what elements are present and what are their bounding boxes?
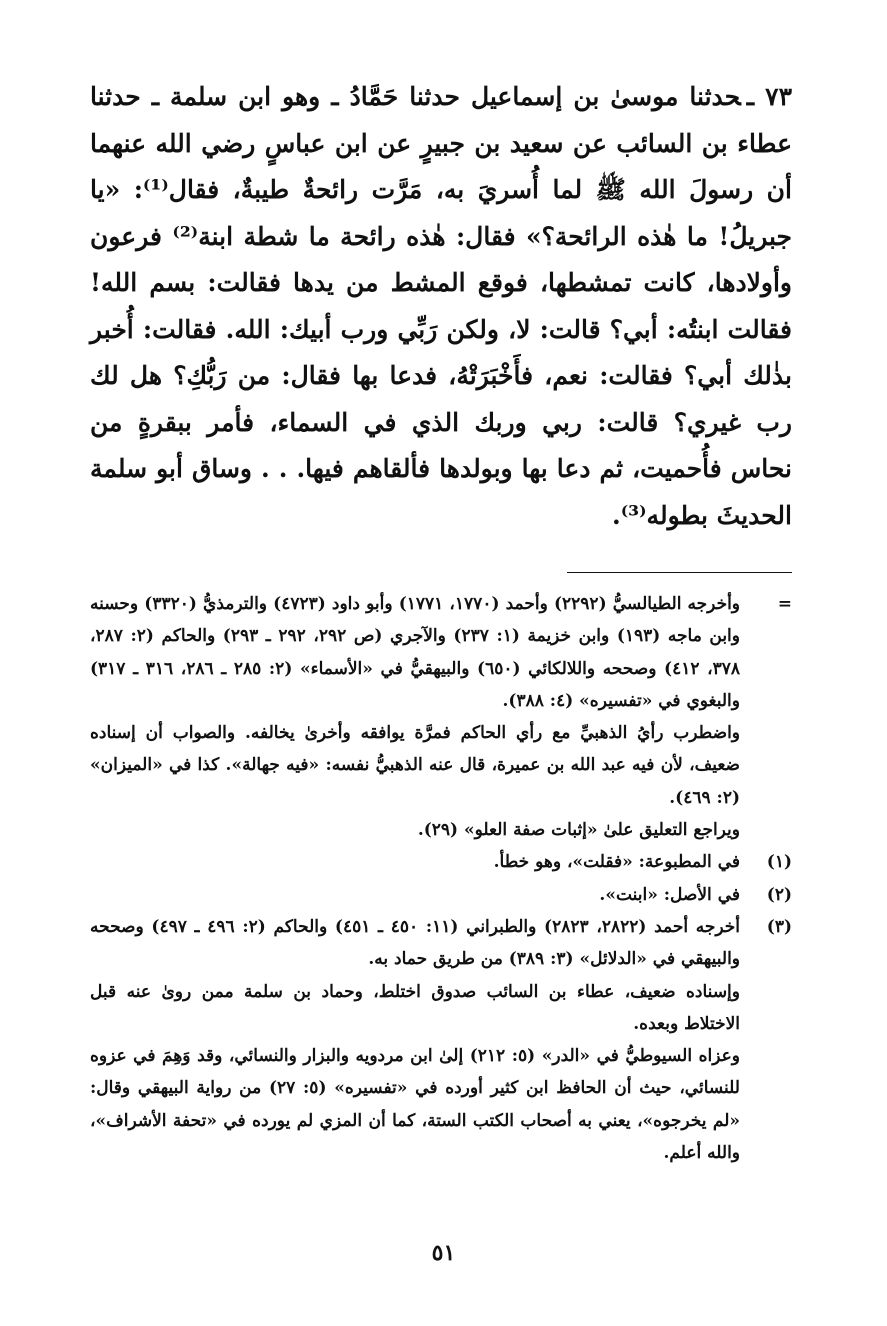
footnote-mark: (٢) <box>766 884 792 905</box>
footnote-paragraph: وإسناده ضعيف، عطاء بن السائب صدوق اختلط، وحماد بن سلمة ممن روىٰ عنه قبل الاختلاط وبعده. <box>90 981 740 1034</box>
page-number: ٥١ <box>431 1240 456 1266</box>
hadith-text <box>90 74 792 539</box>
footnote-mark: (١) <box>766 852 792 873</box>
footnote-divider <box>567 572 792 573</box>
footnote-continued <box>90 588 792 846</box>
footnote-mark: = <box>777 594 792 614</box>
hadith-body: حدثنا موسىٰ بن إسماعيل حدثنا حَمَّادُ ـ وهو ابن سلمة ـ حدثنا عطاء بن السائب عن سعيد بن جبيرٍ عن ابن عباسٍ رضي الله عنهما أن رسولَ الله ﷺ لما أُسريَ به، مَرَّت رائحةٌ طيبةٌ، فقال⁽¹⁾: «يا جبريلُ! ما هٰذه الرائحة؟» فقال: هٰذه رائحة ما شطة ابنة⁽²⁾ فرعون وأولادها، كانت تمشطها، فوقع المشط من يدها فقالت: بسم الله! فقالت ابنتُه: أبي؟ قالت: لا، ولكن رَبِّي ورب أبيك: الله. فقالت: أُخبر بذٰلك أبي؟ فقالت: نعم، فأَخْبَرَتْهُ، فدعا بها فقال: من رَبُّكِ؟ هل لك رب غيري؟ قالت: ربي وربك الذي في السماء، فأمر ببقرةٍ من نحاس فأُحميت، ثم دعا بها وبولدها فألقاهم فيها. . . وساق أبو سلمة الحديثَ بطوله⁽³⁾. <box>90 82 792 530</box>
footnote-body <box>90 879 740 911</box>
footnote-2 <box>90 879 792 911</box>
footnote-paragraph: في الأصل: «ابنت». <box>599 884 740 905</box>
footnotes <box>90 588 792 1169</box>
footnote-paragraph: ويراجع التعليق علىٰ «إثبات صفة العلو» (٢٩). <box>417 820 740 841</box>
footnote-paragraph: في المطبوعة: «فقلت»، وهو خطأ. <box>493 852 740 873</box>
footnote-paragraph: وعزاه السيوطيُّ في «الدر» (٥: ٢١٢) إلىٰ ابن مردويه والبزار والنسائي، وقد وَهِمَ في عزوه للنسائي، حيث أن الحافظ ابن كثير أورده في «تفسيره» (٥: ٢٧) من رواية البيهقي وقال: «لم يخرجوه»، يعني به أصحاب الكتب الستة، كما أن المزي لم يورده في «تحفة الأشراف»، والله أعلم. <box>90 1046 740 1164</box>
footnote-mark: (٣) <box>766 916 792 937</box>
footnote-paragraph: أخرجه أحمد (٢٨٢٢، ٢٨٢٣) والطبراني (١١: ٤٥٠ ـ ٤٥١) والحاكم (٢: ٤٩٦ ـ ٤٩٧) وصححه والبيهقي في «الدلائل» (٣: ٣٨٩) من طريق حماد به. <box>90 916 741 970</box>
footnote-1 <box>90 846 792 878</box>
footnote-paragraph: وأخرجه الطيالسيُّ (٢٢٩٢) وأحمد (١٧٧٠، ١٧٧١) وأبو داود (٤٧٢٣) والترمذيُّ (٣٣٢٠) وحسنه وابن ماجه (١٩٣) وابن خزيمة (١: ٢٣٧) والآجري (ص ٢٩٢، ٢٩٢ ـ ٢٩٣) والحاكم (٢: ٢٨٧، ٣٧٨، ٤١٢) وصححه واللالكائي (٦٥٠) والبيهقيُّ في «الأسماء» (٢: ٢٨٥ ـ ٢٨٦، ٣١٦ ـ ٣١٧) والبغوي في «تفسيره» (٤: ٣٨٨). <box>90 594 741 711</box>
hadith-paragraph <box>90 74 792 539</box>
footnote-3 <box>90 911 792 1169</box>
footnote-body <box>90 846 740 878</box>
hadith-number: ٧٣ ـ <box>746 82 792 111</box>
footnote-body <box>90 911 740 1169</box>
footnote-body <box>90 588 740 846</box>
footnote-paragraph: واضطرب رأيُ الذهبيِّ مع رأي الحاكم فمرَّة يوافقه وأخرىٰ يخالفه. والصواب أن إسناده ضعيف، لأن فيه عبد الله بن عميرة، قال عنه الذهبيُّ نفسه: «فيه جهالة». كذا في «الميزان» (٢: ٤٦٩). <box>90 723 740 808</box>
